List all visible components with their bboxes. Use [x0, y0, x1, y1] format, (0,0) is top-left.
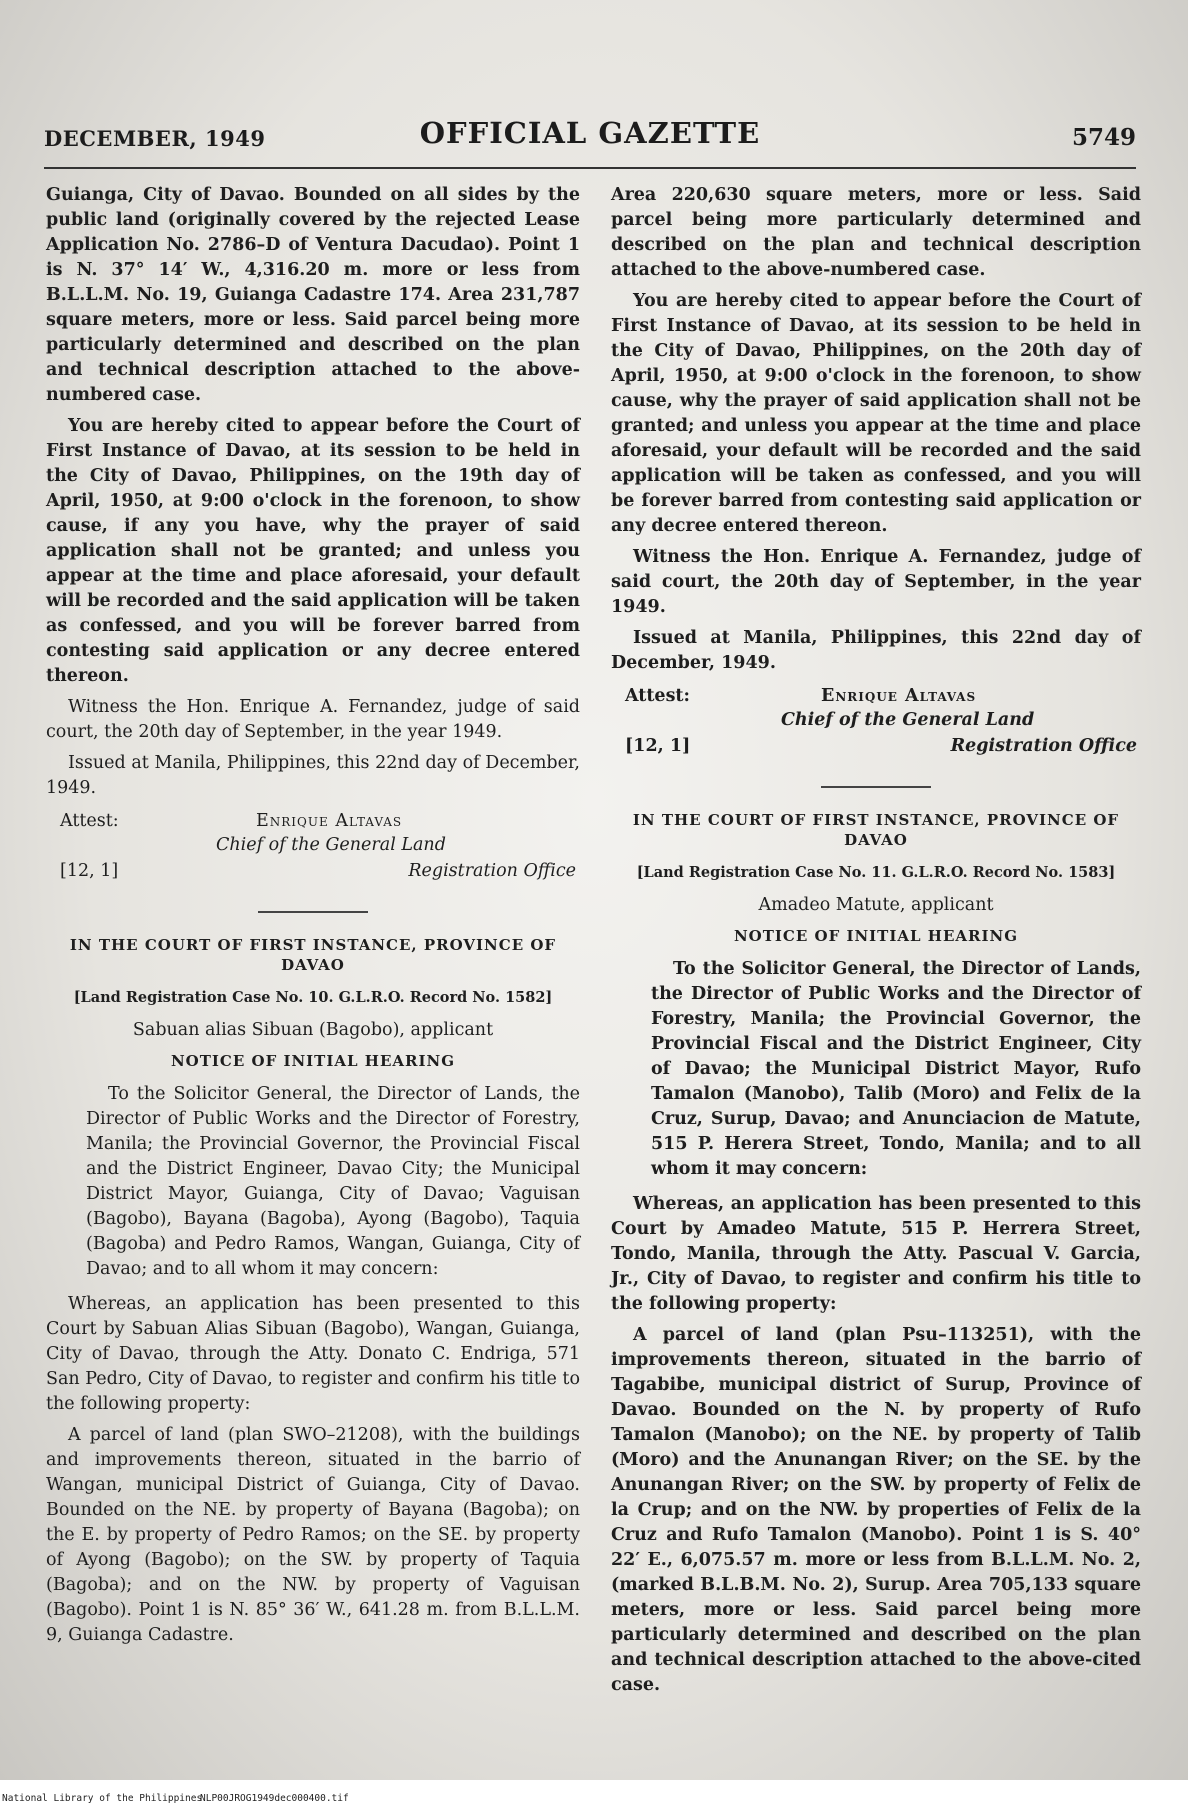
- section-divider: [821, 786, 931, 788]
- attest-title: Chief of the General Land: [216, 835, 446, 855]
- left-column: [46, 183, 580, 1654]
- attest-ref: [12, 1]: [60, 861, 119, 881]
- issued-paragraph: Issued at Manila, Philippines, this 22nd day of December, 1949.: [46, 753, 580, 798]
- applicant-line: Amadeo Matute, applicant: [758, 895, 994, 915]
- property-paragraph: A parcel of land (plan Psu–113251), with the improvements thereon, situated in the barrio of Tagabibe, municipal district of Surup, Province of Davao. Bounded on the N. by property of Rufo Tamalon (Manobo); on the NE. by property of Talib (Moro) and the Anunangan River; on the SE. by the Anunangan River; on the SW. by property of Felix de la Crup; and on the NW. by properties of Felix de la Cruz and Rufo Tamalon (Manobo). Point 1 is S. 40° 22′ E., 6,075.57 m. more or less from B.L.L.M. No. 2, (marked B.L.B.M. No. 2), Surup. Area 705,133 square meters, more or less. Said parcel being more particularly determined and described on the plan and technical description attached to the above-cited case.: [611, 1325, 1141, 1695]
- right-column: [611, 183, 1141, 1704]
- paragraph: Area 220,630 square meters, more or less. Said parcel being more particularly determined and described on the plan and technical description attached to the above-numbered case.: [611, 185, 1141, 280]
- applicant-line: Sabuan alias Sibuan (Bagobo), applicant: [132, 1020, 494, 1040]
- header-title: OFFICIAL GAZETTE: [419, 116, 761, 150]
- page-number: 5749: [1071, 124, 1136, 151]
- issued-paragraph: Issued at Manila, Philippines, this 22nd day of December, 1949.: [611, 628, 1141, 673]
- header-rule: [44, 167, 1136, 169]
- addressees: To the Solicitor General, the Director of Lands, the Director of Public Works and the Director of Forestry, Manila; the Provincial Governor, the Provincial Fiscal and the District Engineer, Davao City; the Municipal District Mayor, Guianga, City of Davao; Vaguisan (Bagobo), Bayana (Bagoba), Ayong (Bagobo), Taquia (Bagoba) and Pedro Ramos, Wangan, Guianga, City of Davao; and to all whom it may concern:: [86, 1084, 580, 1279]
- case-number: [Land Registration Case No. 11. G.L.R.O. Record No. 1583]: [636, 864, 1116, 881]
- section-divider: [258, 911, 368, 913]
- page-header: [44, 112, 1136, 160]
- witness-paragraph: Witness the Hon. Enrique A. Fernandez, judge of said court, the 20th day of September, in the year 1949.: [46, 697, 580, 742]
- attest-office: Registration Office: [408, 861, 576, 881]
- whereas-paragraph: Whereas, an application has been presented to this Court by Sabuan Alias Sibuan (Bagobo), Wangan, Guianga, City of Davao, through the Atty. Donato C. Endriga, 571 San Pedro, City of Davao, to register and confirm his title to the following property:: [46, 1294, 580, 1414]
- attest-office: Registration Office: [950, 736, 1137, 756]
- witness-paragraph: Witness the Hon. Enrique A. Fernandez, judge of said court, the 20th day of September, in the year 1949.: [611, 547, 1141, 617]
- scan-footer: [0, 1788, 1188, 1808]
- case-number: [Land Registration Case No. 10. G.L.R.O. Record No. 1582]: [73, 989, 553, 1006]
- header-date: DECEMBER, 1949: [44, 126, 266, 151]
- addressees: To the Solicitor General, the Director of Lands, the Director of Public Works and the Director of Forestry, Manila; the Provincial Governor, the Provincial Fiscal and the District Engineer, City of Davao; the Municipal District Mayor, Rufo Tamalon (Manobo), Talib (Moro) and Felix de la Cruz, Surup, Davao; and Anunciacion de Matute, 515 P. Herera Street, Tondo, Manila; and to all whom it may concern:: [651, 959, 1141, 1179]
- property-paragraph: A parcel of land (plan SWO–21208), with the buildings and improvements thereon, situated in the barrio of Wangan, municipal District of Guianga, City of Davao. Bounded on the NE. by property of Bayana (Bagoba); on the E. by property of Pedro Ramos; on the SE. by property of Ayong (Bagobo); on the SW. by property of Taquia (Bagoba); and on the NW. by property of Vaguisan (Bagobo). Point 1 is N. 85° 36′ W., 641.28 m. from B.L.L.M. 9, Guianga Cadastre.: [46, 1425, 580, 1645]
- whereas-paragraph: Whereas, an application has been presented to this Court by Amadeo Matute, 515 P. Herrera Street, Tondo, Manila, through the Atty. Pascual V. Garcia, Jr., City of Davao, to register and confirm his title to the following property:: [611, 1194, 1141, 1314]
- notice-heading: NOTICE OF INITIAL HEARING: [170, 1052, 456, 1070]
- attest-block: [46, 807, 580, 889]
- court-heading: IN THE COURT OF FIRST INSTANCE, PROVINCE OF DAVAO: [69, 936, 557, 974]
- attest-ref: [12, 1]: [625, 736, 691, 756]
- notice-heading: NOTICE OF INITIAL HEARING: [733, 927, 1019, 945]
- footer-source: National Library of the Philippines: [2, 1793, 203, 1804]
- attest-block: [611, 682, 1141, 764]
- attest-label: Attest:: [625, 686, 690, 706]
- paragraph: You are hereby cited to appear before the Court of First Instance of Davao, at its session to be held in the City of Davao, Philippines, on the 19th day of April, 1950, at 9:00 o'clock in the forenoon, to show cause, if any you have, why the prayer of said application shall not be granted; and unless you appear at the time and place aforesaid, your default will be recorded and the said application will be taken as confessed, and you will be forever barred from contesting said application or any decree entered thereon.: [46, 416, 580, 686]
- attest-name: Enrique Altavas: [256, 811, 403, 831]
- paragraph: You are hereby cited to appear before the Court of First Instance of Davao, at its session to be held in the City of Davao, Philippines, on the 20th day of April, 1950, at 9:00 o'clock in the forenoon, to show cause, why the prayer of said application shall not be granted; and unless you appear at the time and place aforesaid, your default will be recorded and the said application will be taken as confessed, and you will be forever barred from contesting said application or any decree entered thereon.: [611, 291, 1141, 536]
- footer-file: NLP00JROG1949dec000400.tif: [200, 1793, 349, 1804]
- paragraph: Guianga, City of Davao. Bounded on all sides by the public land (originally covered by the rejected Lease Application No. 2786–D of Ventura Dacudao). Point 1 is N. 37° 14′ W., 4,316.20 m. more or less from B.L.L.M. No. 19, Guianga Cadastre 174. Area 231,787 square meters, more or less. Said parcel being more particularly determined and described on the plan and technical description attached to the above-numbered case.: [46, 185, 580, 405]
- attest-title: Chief of the General Land: [781, 710, 1035, 730]
- court-heading: IN THE COURT OF FIRST INSTANCE, PROVINCE OF DAVAO: [632, 811, 1120, 849]
- attest-label: Attest:: [60, 811, 119, 831]
- attest-name: Enrique Altavas: [821, 686, 977, 706]
